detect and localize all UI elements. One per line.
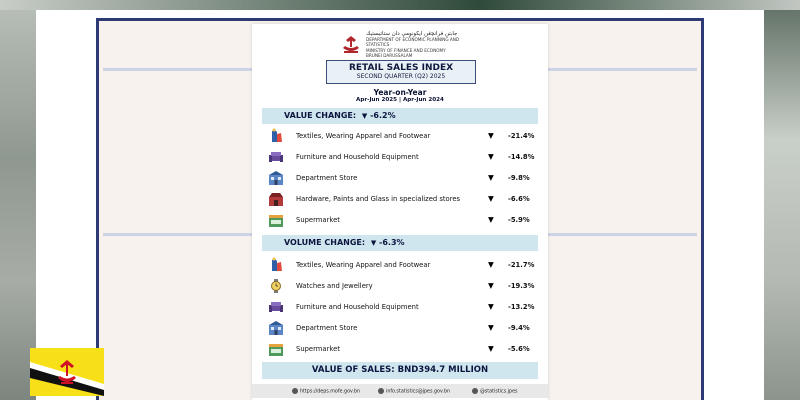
footer bbox=[252, 384, 548, 398]
category-label: Department Store bbox=[296, 324, 358, 332]
down-arrow-icon: ▼ bbox=[370, 239, 377, 247]
value-change-total: -6.2% bbox=[370, 111, 396, 120]
value-change-header bbox=[262, 108, 538, 124]
footer-email[interactable] bbox=[378, 388, 450, 395]
down-arrow-icon: ▼ bbox=[488, 344, 494, 353]
volume-change-header bbox=[262, 235, 538, 251]
background-top bbox=[0, 0, 800, 10]
volume-change-total: -6.3% bbox=[379, 238, 405, 247]
volume-change-label: VOLUME CHANGE: bbox=[284, 238, 366, 247]
social-icon bbox=[472, 388, 478, 394]
volume-row-textiles bbox=[262, 255, 538, 275]
down-arrow-icon: ▼ bbox=[488, 323, 494, 332]
down-arrow-icon: ▼ bbox=[488, 260, 494, 269]
period-label: Apr-Jun 2025 | Apr-Jun 2024 bbox=[356, 97, 444, 103]
down-arrow-icon: ▼ bbox=[488, 131, 494, 140]
change-value: -9.8% bbox=[508, 174, 530, 182]
background-right bbox=[760, 0, 800, 400]
footer-social[interactable] bbox=[472, 388, 518, 395]
brunei-crest-icon bbox=[340, 34, 362, 54]
change-value: -19.3% bbox=[508, 282, 535, 290]
footer-website[interactable] bbox=[292, 388, 360, 395]
department-store-icon bbox=[268, 170, 284, 186]
value-row-furniture bbox=[262, 147, 538, 167]
hardware-store-icon bbox=[268, 191, 284, 207]
change-value: -6.6% bbox=[508, 195, 530, 203]
change-value: -21.4% bbox=[508, 132, 535, 140]
change-value: -13.2% bbox=[508, 303, 535, 311]
down-arrow-icon: ▼ bbox=[488, 215, 494, 224]
category-label: Supermarket bbox=[296, 216, 340, 224]
volume-row-supermarket bbox=[262, 339, 538, 359]
title-box bbox=[326, 60, 476, 84]
sofa-icon bbox=[268, 299, 284, 315]
supermarket-icon bbox=[268, 212, 284, 228]
change-value: -21.7% bbox=[508, 261, 535, 269]
category-label: Hardware, Paints and Glass in specialized stores bbox=[296, 195, 461, 203]
category-label: Textiles, Wearing Apparel and Footwear bbox=[296, 132, 431, 140]
infographic-card bbox=[252, 24, 548, 400]
watch-icon bbox=[268, 278, 284, 294]
agency-logo bbox=[340, 32, 470, 60]
volume-row-watches bbox=[262, 276, 538, 296]
clothing-icon bbox=[268, 257, 284, 273]
category-label: Furniture and Household Equipment bbox=[296, 303, 419, 311]
agency-name-arabic: جابتن فرانچڠن ايكونومي دان ستاتيستيك bbox=[366, 31, 458, 37]
down-arrow-icon: ▼ bbox=[488, 152, 494, 161]
value-row-hardware bbox=[262, 189, 538, 209]
supermarket-icon bbox=[268, 341, 284, 357]
category-label: Supermarket bbox=[296, 345, 340, 353]
category-label: Furniture and Household Equipment bbox=[296, 153, 419, 161]
change-value: -14.8% bbox=[508, 153, 535, 161]
website-link[interactable]: https://deps.mofe.gov.bn bbox=[300, 389, 361, 395]
brunei-flag-icon bbox=[30, 348, 104, 396]
category-label: Textiles, Wearing Apparel and Footwear bbox=[296, 261, 431, 269]
agency-line: MINISTRY OF FINANCE AND ECONOMY bbox=[366, 47, 446, 53]
change-value: -5.9% bbox=[508, 216, 530, 224]
comparison-label: Year-on-Year bbox=[373, 88, 427, 97]
down-arrow-icon: ▼ bbox=[488, 173, 494, 182]
down-arrow-icon: ▼ bbox=[488, 194, 494, 203]
total-sales-banner: VALUE OF SALES: BND394.7 MILLION bbox=[262, 362, 538, 379]
page-subtitle: SECOND QUARTER (Q2) 2025 bbox=[356, 73, 446, 80]
value-row-supermarket bbox=[262, 210, 538, 230]
comparison-period bbox=[252, 88, 548, 103]
agency-line: DEPARTMENT OF ECONOMIC PLANNING AND STATISTICS bbox=[366, 37, 460, 48]
volume-row-department-store bbox=[262, 318, 538, 338]
category-label: Watches and Jewellery bbox=[296, 282, 373, 290]
department-store-icon bbox=[268, 320, 284, 336]
globe-icon bbox=[292, 388, 298, 394]
down-arrow-icon: ▼ bbox=[361, 112, 368, 120]
down-arrow-icon: ▼ bbox=[488, 302, 494, 311]
background-left bbox=[0, 0, 40, 400]
value-row-textiles bbox=[262, 126, 538, 146]
sofa-icon bbox=[268, 149, 284, 165]
down-arrow-icon: ▼ bbox=[488, 281, 494, 290]
email-link[interactable]: info.statistics@jpes.gov.bn bbox=[386, 389, 451, 395]
agency-line: BRUNEI DARUSSALAM bbox=[366, 52, 413, 58]
category-label: Department Store bbox=[296, 174, 358, 182]
social-link[interactable]: @statistics.jpes bbox=[480, 389, 518, 395]
email-icon bbox=[378, 388, 384, 394]
change-value: -9.4% bbox=[508, 324, 530, 332]
page-title: RETAIL SALES INDEX bbox=[348, 63, 454, 73]
value-change-label: VALUE CHANGE: bbox=[284, 111, 357, 120]
value-row-department-store bbox=[262, 168, 538, 188]
clothing-icon bbox=[268, 128, 284, 144]
volume-row-furniture bbox=[262, 297, 538, 317]
change-value: -5.6% bbox=[508, 345, 530, 353]
